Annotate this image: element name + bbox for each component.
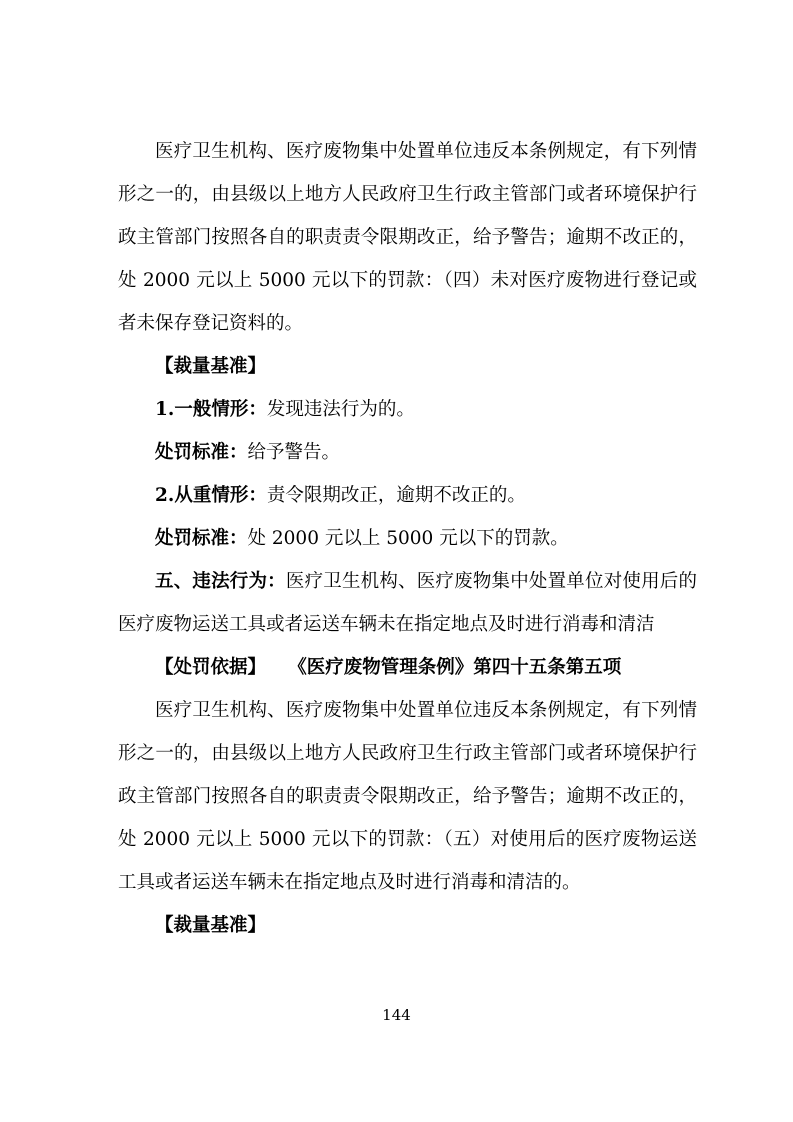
label-penalty-standard-1: 处罚标准： (155, 442, 248, 463)
label-penalty-basis: 【处罚依据】 (155, 657, 267, 678)
item-penalty-basis (118, 646, 697, 689)
item-penalty-standard-1 (118, 431, 697, 474)
value-penalty-standard-1: 给予警告。 (247, 442, 341, 463)
heading-discretion-standard-2: 【裁量基准】 (155, 915, 267, 936)
item-penalty-standard-2 (118, 517, 697, 560)
value-aggravated-circumstance: 责令限期改正，逾期不改正的。 (266, 485, 526, 506)
item-aggravated-circumstance (118, 474, 697, 517)
paragraph-penalty-basis-text-2: 医疗卫生机构、医疗废物集中处置单位违反本条例规定，有下列情形之一的，由县级以上地方人民政府卫生行政主管部门或者环境保护行政主管部门按照各自的职责责令限期改正，给予警告；逾期不改正的，处 2000 元以上 5000 元以下的罚款：（五）对使用后的医疗废物运送工具或者运送车辆未在指定地点及时进行消毒和清洁的。 (118, 700, 697, 893)
value-penalty-standard-2: 处 2000 元以上 5000 元以下的罚款。 (247, 528, 569, 549)
label-aggravated-circumstance: 2.从重情形： (155, 485, 267, 506)
document-body (118, 130, 697, 947)
value-penalty-basis: 《医疗废物管理条例》第四十五条第五项 (288, 657, 622, 678)
label-penalty-standard-2: 处罚标准： (155, 528, 248, 549)
item-general-circumstance (118, 388, 697, 431)
label-general-circumstance: 1.一般情形： (155, 399, 267, 420)
heading-discretion-standard-1: 【裁量基准】 (155, 356, 267, 377)
paragraph-penalty-basis-text-1: 医疗卫生机构、医疗废物集中处置单位违反本条例规定，有下列情形之一的，由县级以上地方人民政府卫生行政主管部门或者环境保护行政主管部门按照各自的职责责令限期改正，给予警告；逾期不改正的，处 2000 元以上 5000 元以下的罚款：（四）未对医疗废物进行登记或者未保存登记资料的。 (118, 141, 697, 334)
page-number: 144 (382, 1006, 411, 1024)
value-violation-five: 医疗卫生机构、医疗废物集中处置单位对使用后的医疗废物运送工具或者运送车辆未在指定地点及时进行消毒和清洁 (118, 571, 697, 635)
item-violation-five (118, 560, 697, 646)
label-violation-five: 五、违法行为： (155, 571, 286, 592)
value-general-circumstance: 发现违法行为的。 (266, 399, 415, 420)
